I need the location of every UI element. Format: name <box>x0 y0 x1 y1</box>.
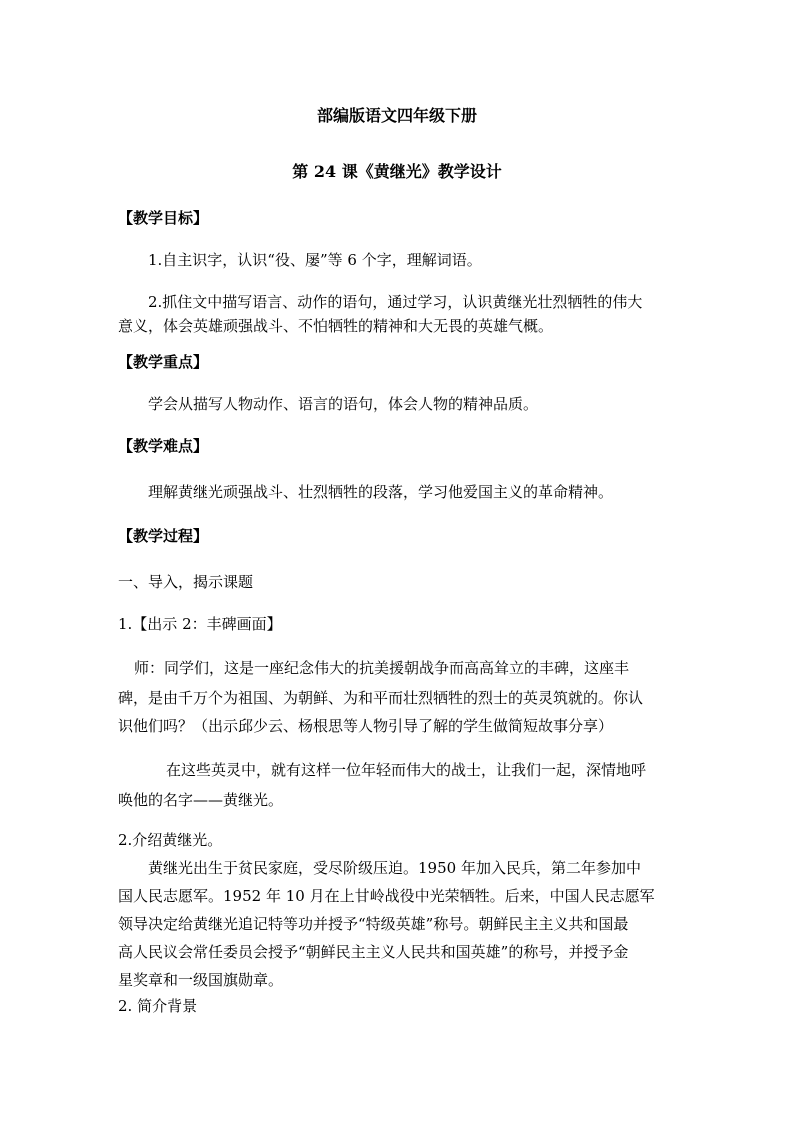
step-1-item: 1.【出示 2：丰碑画面】 <box>118 615 282 633</box>
teacher-line-2: 碑，是由千万个为祖国、为朝鲜、为和平而壮烈牺牲的烈士的英灵筑就的。你认 <box>118 689 644 707</box>
difficulties-text: 理解黄继光顽强战斗、壮烈牺牲的段落，学习他爱国主义的革命精神。 <box>148 483 614 501</box>
document-title: 部编版语文四年级下册 <box>316 106 477 125</box>
difficulties-heading: 【教学难点】 <box>118 437 209 455</box>
objective-2-line-1: 2.抓住文中描写语言、动作的语句，通过学习，认识黄继光壮烈牺牲的伟大 <box>148 293 643 311</box>
hero-line-1: 在这些英灵中，就有这样一位年轻而伟大的战士，让我们一起，深情地呼 <box>166 761 647 779</box>
intro-line-1: 黄继光出生于贫民家庭，受尽阶级压迫。1950 年加入民兵，第二年参加中 <box>148 859 641 877</box>
objectives-heading: 【教学目标】 <box>118 209 209 227</box>
lesson-title: 第 24 课《黄继光》教学设计 <box>292 162 502 181</box>
objective-1: 1.自主识字，认识“役、屡”等 6 个字，理解词语。 <box>148 251 482 269</box>
objective-2-line-2: 意义，体会英雄顽强战斗、不怕牺牲的精神和大无畏的英雄气概。 <box>118 317 554 335</box>
hero-line-2: 唤他的名字——黄继光。 <box>118 791 284 809</box>
step-3-heading: 2. 简介背景 <box>118 997 198 1015</box>
intro-line-3: 领导决定给黄继光追记特等功并授予“特级英雄”称号。朝鲜民主主义共和国最 <box>118 915 629 933</box>
intro-line-5: 星奖章和一级国旗勋章。 <box>118 971 284 989</box>
intro-line-4: 高人民议会常任委员会授予“朝鲜民主主义人民共和国英雄”的称号，并授予金 <box>118 943 629 961</box>
step-2-heading: 2.介绍黄继光。 <box>118 831 223 849</box>
teacher-line-1: 师：同学们，这是一座纪念伟大的抗美援朝战争而高高耸立的丰碑，这座丰 <box>134 659 630 677</box>
teacher-line-3: 识他们吗？（出示邱少云、杨根思等人物引导了解的学生做简短故事分享） <box>118 717 614 735</box>
step-1-heading: 一、导入，揭示课题 <box>118 573 254 591</box>
intro-line-2: 国人民志愿军。1952 年 10 月在上甘岭战役中光荣牺牲。后来，中国人民志愿军 <box>118 887 655 905</box>
key-points-text: 学会从描写人物动作、语言的语句，体会人物的精神品质。 <box>148 395 539 413</box>
process-heading: 【教学过程】 <box>118 527 209 545</box>
key-points-heading: 【教学重点】 <box>118 353 209 371</box>
